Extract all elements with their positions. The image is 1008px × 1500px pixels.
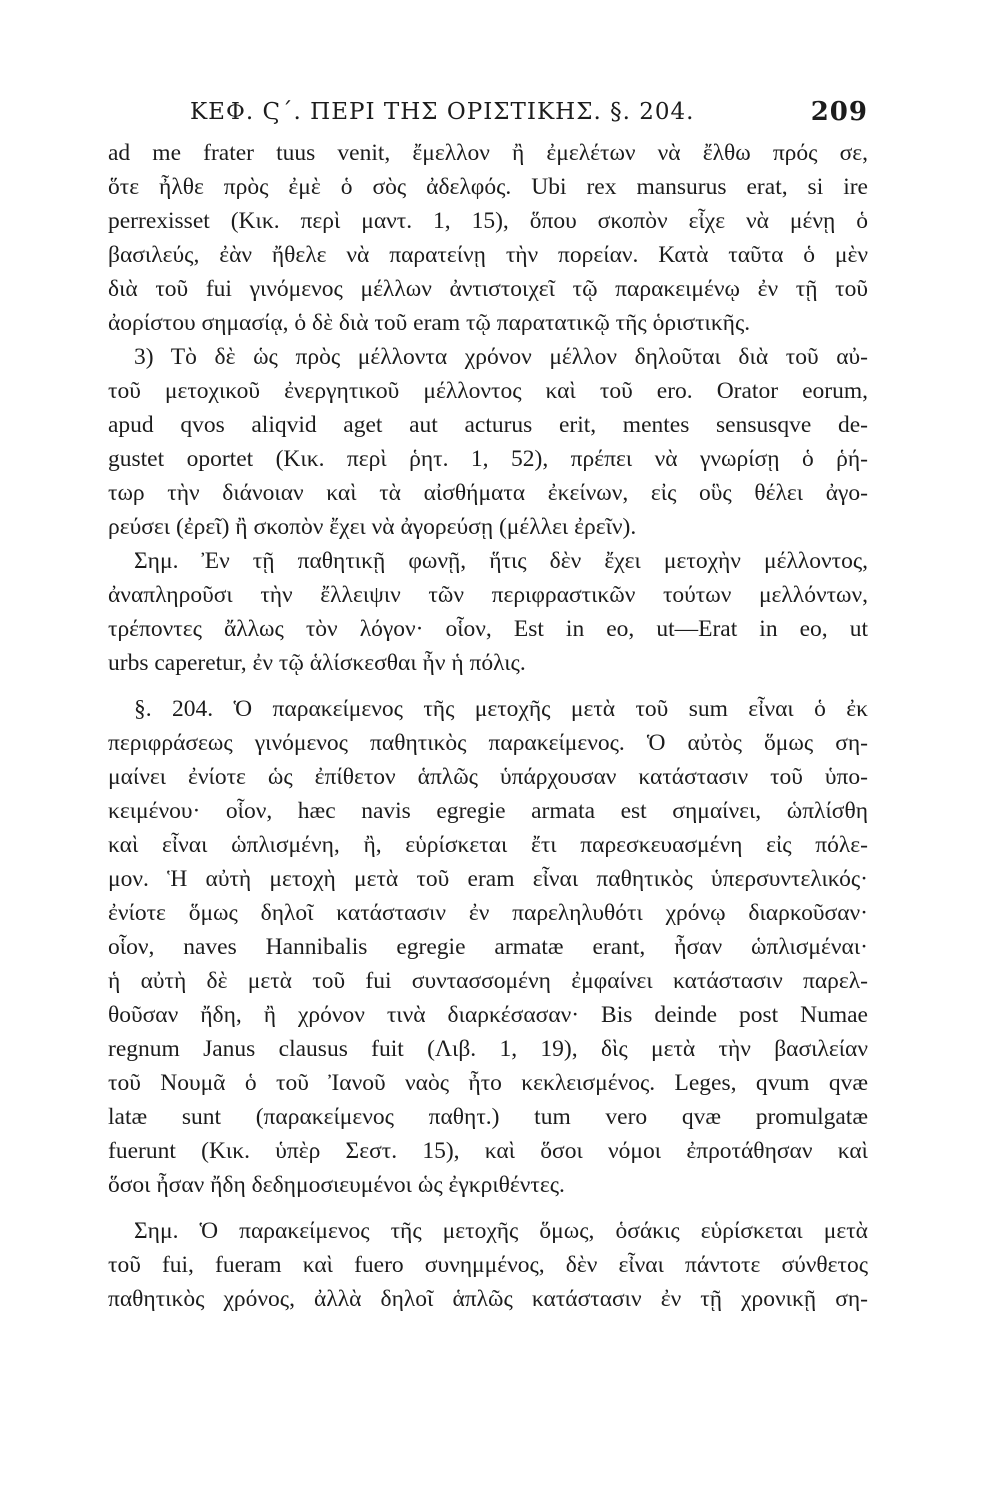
text-line: παθητικὸς χρόνος, ἀλλὰ δηλοῖ ἁπλῶς κατάστασιν ἐν τῇ χρονικῇ ση-: [108, 1286, 868, 1312]
paragraph-p4: [108, 692, 868, 1202]
page-number: 209: [810, 97, 868, 127]
text-line: ἀορίστου σημασίᾳ, ὁ δὲ διὰ τοῦ eram τῷ παρατατικῷ τῆς ὁριστικῆς.: [108, 310, 751, 336]
text-line: μαίνει ἐνίοτε ὡς ἐπίθετον ἁπλῶς ὑπάρχουσαν κατάστασιν τοῦ ὑπο-: [108, 764, 868, 790]
text-line: ὅτε ἦλθε πρὸς ἐμὲ ὁ σὸς ἀδελφός. Ubi rex mansurus erat, si ire: [108, 174, 868, 200]
text-line: ἡ αὐτὴ δὲ μετὰ τοῦ fui συντασσομένη ἐμφαίνει κατάστασιν παρελ-: [108, 968, 868, 994]
text-line: βασιλεύς, ἐὰν ἤθελε νὰ παρατείνῃ τὴν πορείαν. Κατὰ ταῦτα ὁ μὲν: [108, 242, 868, 268]
text-line: τρέποντες ἄλλως τὸν λόγον· οἷον, Est in eo, ut—Erat in eo, ut: [108, 616, 868, 642]
book-page: [108, 92, 868, 1482]
text-line: διὰ τοῦ fui γινόμενος μέλλων ἀντιστοιχεῖ τῷ παρακειμένῳ ἐν τῇ τοῦ: [108, 276, 868, 302]
running-head: [108, 92, 868, 132]
text-line: ὅσοι ἦσαν ἤδη δεδημοσιευμένοι ὡς ἐγκριθέντες.: [108, 1172, 565, 1198]
text-line: 3) Τὸ δὲ ὡς πρὸς μέλλοντα χρόνον μέλλον δηλοῦται διὰ τοῦ αὐ-: [134, 344, 868, 370]
paragraph-p2: [108, 340, 868, 544]
text-line: perrexisset (Κικ. περὶ μαντ. 1, 15), ὅπου σκοπὸν εἶχε νὰ μένῃ ὁ: [108, 208, 868, 234]
text-line: ἐνίοτε ὅμως δηλοῖ κατάστασιν ἐν παρεληλυθότι χρόνῳ διαρκοῦσαν·: [108, 900, 868, 926]
text-line: urbs caperetur, ἐν τῷ ἁλίσκεσθαι ἦν ἡ πόλις.: [108, 650, 526, 676]
text-line: τοῦ μετοχικοῦ ἐνεργητικοῦ μέλλοντος καὶ τοῦ ero. Orator eorum,: [108, 378, 868, 404]
text-line: gustet oportet (Κικ. περὶ ῥητ. 1, 52), πρέπει νὰ γνωρίσῃ ὁ ῥή-: [108, 446, 868, 472]
text-line: ἀναπληροῦσι τὴν ἔλλειψιν τῶν περιφραστικῶν τούτων μελλόντων,: [108, 582, 868, 608]
text-line: regnum Janus clausus fuit (Λιβ. 1, 19), δὶς μετὰ τὴν βασιλείαν: [108, 1036, 868, 1062]
text-line: κειμένου· οἷον, hæc navis egregie armata est σημαίνει, ὡπλίσθη: [108, 798, 868, 824]
text-line: περιφράσεως γινόμενος παθητικὸς παρακείμενος. Ὁ αὐτὸς ὅμως ση-: [108, 730, 868, 756]
text-line: ad me frater tuus venit, ἔμελλον ἢ ἐμελέτων νὰ ἔλθω πρός σε,: [108, 140, 868, 166]
text-line: §. 204. Ὁ παρακείμενος τῆς μετοχῆς μετὰ τοῦ sum εἶναι ὁ ἐκ: [134, 696, 868, 722]
text-line: μον. Ἡ αὐτὴ μετοχὴ μετὰ τοῦ eram εἶναι παθητικὸς ὑπερσυντελικός·: [108, 866, 868, 892]
text-line: θοῦσαν ἤδη, ἢ χρόνον τινὰ διαρκέσασαν· Bis deinde post Numae: [108, 1002, 868, 1028]
text-line: fuerunt (Κικ. ὑπὲρ Σεστ. 15), καὶ ὅσοι νόμοι ἐπροτάθησαν καὶ: [108, 1138, 868, 1164]
text-line: latæ sunt (παρακείμενος παθητ.) tum vero qvæ promulgatæ: [108, 1104, 868, 1130]
body-text: [108, 136, 868, 1316]
text-line: καὶ εἶναι ὡπλισμένη, ἢ, εὑρίσκεται ἔτι παρεσκευασμένη εἰς πόλε-: [108, 832, 868, 858]
chapter-heading: ΚΕΦ. Ϛ΄. ΠΕΡΙ ΤΗΣ ΟΡΙΣΤΙΚΗΣ. §. 204.: [190, 99, 695, 125]
text-line: τωρ τὴν διάνοιαν καὶ τὰ αἰσθήματα ἐκείνων, εἰς οὓς θέλει ἀγο-: [108, 480, 868, 506]
paragraph-p5: [108, 1214, 868, 1316]
text-line: τοῦ fui, fueram καὶ fuero συνημμένος, δὲν εἶναι πάντοτε σύνθετος: [108, 1252, 868, 1278]
text-line: apud qvos aliqvid aget aut acturus erit, mentes sensusqve de-: [108, 412, 868, 438]
paragraph-p3: [108, 544, 868, 680]
text-line: τοῦ Νουμᾶ ὁ τοῦ Ἰανοῦ ναὸς ἦτο κεκλεισμένος. Leges, qvum qvæ: [108, 1070, 868, 1096]
paragraph-p1: [108, 136, 868, 340]
text-line: ρεύσει (ἐρεῖ) ἢ σκοπὸν ἔχει νὰ ἀγορεύσῃ (μέλλει ἐρεῖν).: [108, 514, 637, 540]
text-line: Σημ. Ἐν τῇ παθητικῇ φωνῇ, ἥτις δὲν ἔχει μετοχὴν μέλλοντος,: [134, 548, 868, 574]
text-line: Σημ. Ὁ παρακείμενος τῆς μετοχῆς ὅμως, ὁσάκις εὑρίσκεται μετὰ: [134, 1218, 868, 1244]
text-line: οἷον, naves Hannibalis egregie armatæ erant, ἦσαν ὡπλισμέναι·: [108, 934, 868, 960]
